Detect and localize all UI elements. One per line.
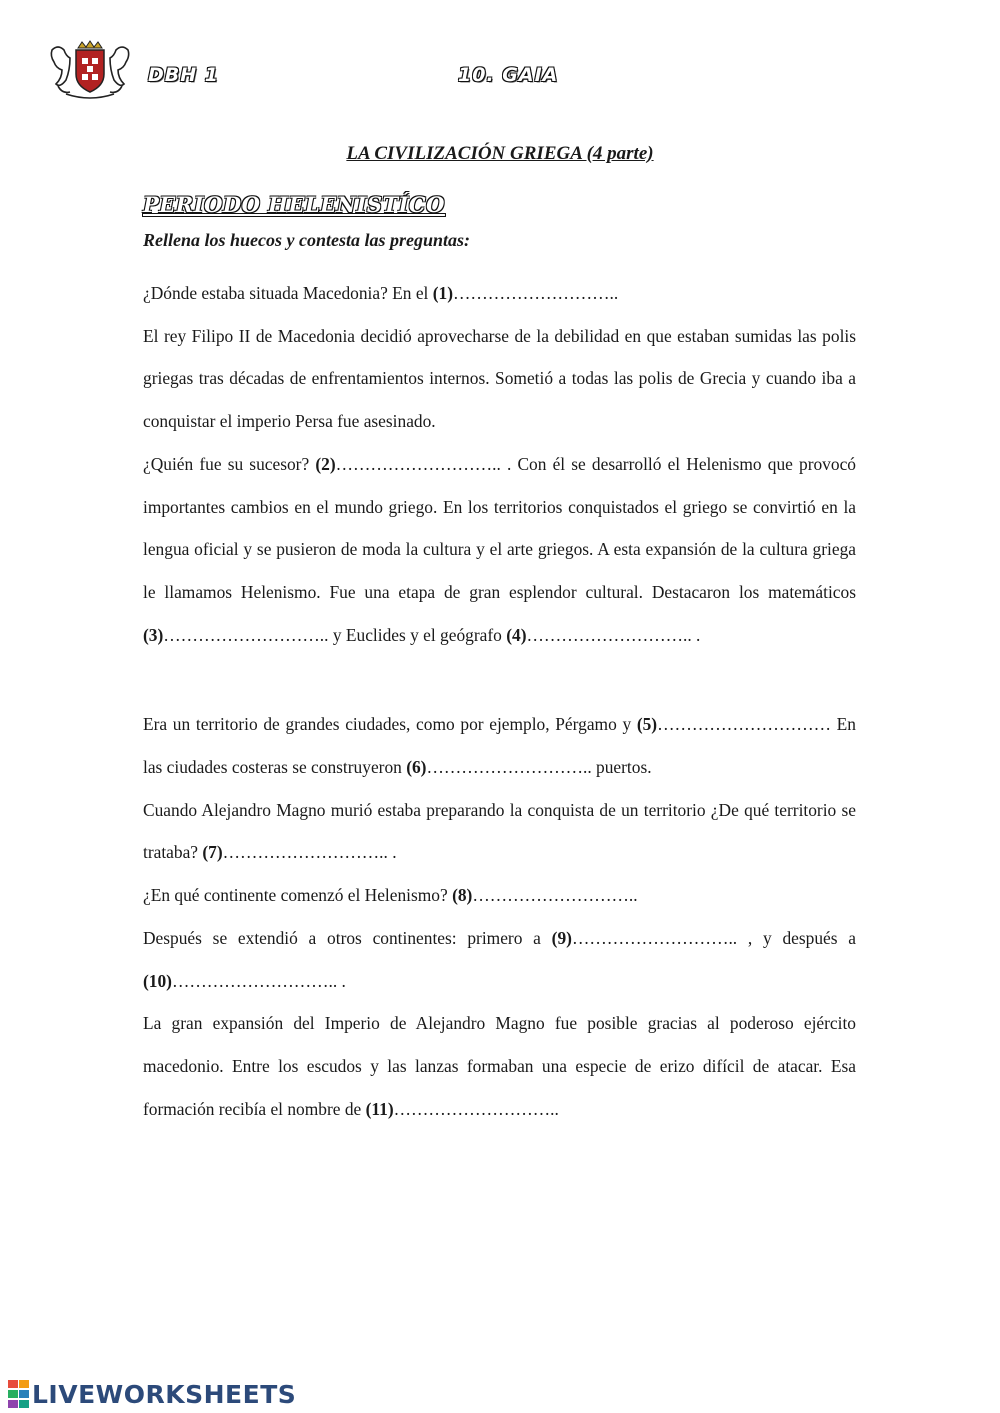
answer-blank-1[interactable]: ……………………….. xyxy=(453,283,619,303)
logo-text: LIVEWORKSHEETS xyxy=(32,1379,297,1409)
answer-blank-4[interactable]: ……………………….. . xyxy=(526,624,701,645)
blank-number: (10) xyxy=(143,970,172,991)
blank-number: (1) xyxy=(432,283,454,303)
answer-blank-3[interactable]: ……………………….. y Euclides y el geógrafo xyxy=(163,624,507,645)
blank-number: (3) xyxy=(143,624,164,645)
question-7: Cuando Alejandro Magno murió estaba preparando la conquista de un territorio ¿De qué territorio se trataba? (7)……………………….. . xyxy=(143,799,856,863)
question-5-6: Era un territorio de grandes ciudades, como por ejemplo, Pérgamo y (5)………………………… En las ciudades costeras se construyeron (6)……………………….. puertos. xyxy=(143,714,856,778)
header-group: 10. GAIA xyxy=(458,64,559,86)
blank-number: (9) xyxy=(551,927,572,948)
instructions: Rellena los huecos y contesta las preguntas: xyxy=(143,230,471,250)
answer-blank-10[interactable]: ……………………….. . xyxy=(171,970,346,991)
blank-number: (6) xyxy=(406,757,427,778)
answer-blank-11[interactable]: ……………………….. xyxy=(393,1098,559,1119)
question-2-4: ¿Quién fue su sucesor? (2)……………………….. . Con él se desarrolló el Helenismo que provocó importantes cambios en el mundo griego. En los territorios conquistados el griego se convirtió en la lengua oficial y se pusieron de moda la cultura y el arte griegos. A esta expansión de la cultura griega le llamamos Helenismo. Fue una etapa de gran esplendor cultural. Destacaron los matemáticos (3)……………………….. y Euclides y el geógrafo (4)……………………….. . xyxy=(143,453,856,645)
question-1: ¿Dónde estaba situada Macedonia? En el (1)……………………….. xyxy=(143,283,619,303)
blank-number: (8) xyxy=(452,885,473,906)
question-11: La gran expansión del Imperio de Alejandro Magno fue posible gracias al poderoso ejército macedonio. Entre los escudos y las lanzas formaban una especie de erizo difícil de atacar. Esa formación recibía el nombre de (11)……………………….. xyxy=(143,1013,856,1119)
blank-number: (7) xyxy=(202,842,223,863)
worksheet-body xyxy=(143,272,856,1130)
answer-blank-5[interactable]: ………………………… En las ciudades costeras se construyeron xyxy=(143,714,856,778)
blank-number: (5) xyxy=(636,714,658,735)
page-title: LA CIVILIZACIÓN GRIEGA (4 parte) xyxy=(346,143,654,164)
blank-number: (4) xyxy=(506,624,527,645)
answer-blank-2[interactable]: ……………………….. . Con él se desarrolló el Helenismo que provocó importantes cambios en el mundo griego. En los territorios conquistados el griego se convirtió en la lengua oficial y se pusieron de moda la cultura y el arte griegos. A esta expansión de la cultura griega le llamamos Helenismo. Fue una etapa de gran esplendor cultural. Destacaron los matemáticos xyxy=(143,453,856,602)
question-9-10: Después se extendió a otros continentes: primero a (9)……………………….. , y después a (10)……………………….. . xyxy=(143,927,856,991)
page-header xyxy=(48,40,948,110)
question-8: ¿En qué continente comenzó el Helenismo? (8)……………………….. xyxy=(143,885,638,906)
blank-number: (11) xyxy=(365,1098,394,1119)
liveworksheets-logo-icon xyxy=(8,1380,30,1408)
answer-blank-7[interactable]: ……………………….. . xyxy=(222,842,397,863)
answer-blank-6[interactable]: ……………………….. puertos. xyxy=(426,757,652,778)
header-course: DBH 1 xyxy=(148,64,219,86)
coat-of-arms-icon xyxy=(48,40,132,102)
blank-number: (2) xyxy=(315,453,336,474)
section-subtitle: PERIODO HELENISTÍCO xyxy=(143,192,445,217)
answer-blank-8[interactable]: ……………………….. xyxy=(472,885,638,906)
liveworksheets-logo[interactable] xyxy=(8,1378,296,1410)
answer-blank-9[interactable]: ……………………….. , y después a xyxy=(571,927,856,948)
paragraph-filipo: El rey Filipo II de Macedonia decidió aprovecharse de la debilidad en que estaban sumidas las polis griegas tras décadas de enfrentamientos internos. Sometió a todas las polis de Grecia y cuando iba a conquistar el imperio Persa fue asesinado. xyxy=(143,325,856,432)
